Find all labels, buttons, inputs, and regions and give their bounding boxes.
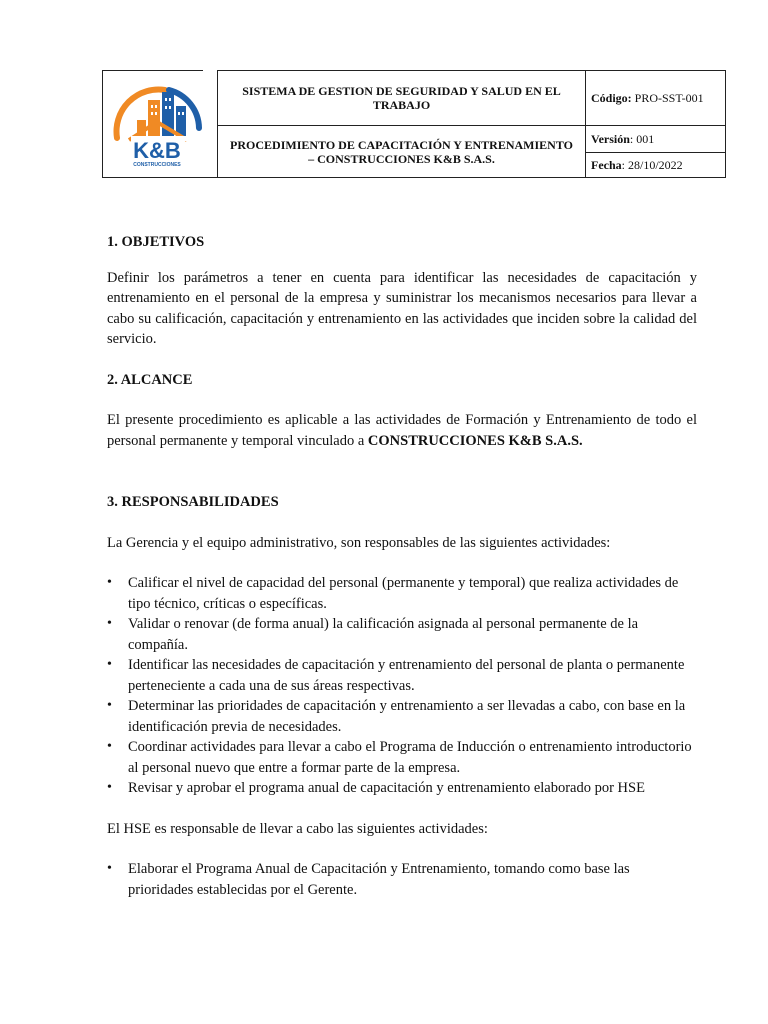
date-label: Fecha (591, 157, 622, 172)
date-value: : 28/10/2022 (621, 157, 683, 172)
objetivos-text: Definir los parámetros a tener en cuenta para identificar las necesidades de capacitación y entrenamiento en el personal de la empresa y suministrar los mecanismos necesarios para llevar a cabo su calificación, capacitación y entrenamiento en las actividades que inciden sobre la calidad del servicio. (107, 269, 697, 347)
bullet-icon: • (107, 861, 112, 876)
list-item (107, 778, 697, 799)
bullet-icon: • (107, 616, 112, 631)
list-item-text: Revisar y aprobar el programa anual de capacitación y entrenamiento elaborado por HSE (128, 780, 645, 796)
responsabilidades-intro-gerencia: La Gerencia y el equipo administrativo, son responsables de las siguientes actividades: (107, 534, 611, 551)
alcance-text-body: El presente procedimiento es aplicable a las actividades de Formación y Entrenamiento de todo el personal permanente y temporal vinculado a (107, 412, 701, 449)
alcance-text (107, 410, 701, 451)
company-logo (107, 76, 207, 174)
document-header (102, 70, 726, 178)
alcance-company: CONSTRUCCIONES K&B S.A.S. (367, 432, 583, 449)
code-label: Código: (591, 90, 632, 105)
list-item-text: Identificar las necesidades de capacitación y entrenamiento del personal de planta o permanente perteneciente a cada una de sus áreas respectivas. (128, 657, 685, 694)
list-item-text: Calificar el nivel de capacidad del personal (permanente y temporal) que realiza actividades de tipo técnico, críticas o específicas. (128, 575, 679, 612)
logo-text: K&B (133, 138, 181, 163)
hse-activities-list (107, 859, 697, 900)
list-item (107, 696, 697, 737)
logo-subtext: CONSTRUCCIONES (133, 162, 181, 168)
document-body (107, 230, 701, 900)
code-cell (585, 70, 726, 126)
responsabilidades-intro-hse: El HSE es responsable de llevar a cabo las siguientes actividades: (107, 820, 488, 837)
bullet-icon: • (107, 698, 112, 713)
bullet-icon: • (107, 575, 112, 590)
bullet-icon: • (107, 739, 112, 754)
list-item (107, 655, 697, 696)
list-item-text: Elaborar el Programa Anual de Capacitación y Entrenamiento, tomando como base las prioridades establecidas por el Gerente. (128, 861, 630, 898)
section-heading-objetivos: 1. OBJETIVOS (107, 234, 205, 250)
bullet-icon: • (107, 657, 112, 672)
logo-cell (102, 70, 218, 178)
procedure-title: PROCEDIMIENTO DE CAPACITACIÓN Y ENTRENAMIENTO – CONSTRUCCIONES K&B S.A.S. (217, 125, 586, 178)
gerencia-activities-list (107, 573, 697, 799)
list-item (107, 573, 697, 614)
section-heading-responsabilidades: 3. RESPONSABILIDADES (107, 494, 279, 510)
version-value: : 001 (629, 131, 655, 146)
list-item-text: Determinar las prioridades de capacitación y entrenamiento a ser llevadas a cabo, con base en la identificación previa de necesidades. (128, 698, 686, 735)
list-item (107, 737, 697, 778)
list-item (107, 859, 697, 900)
list-item-text: Validar o renovar (de forma anual) la calificación asignada al personal permanente de la compañía. (128, 616, 639, 653)
section-heading-alcance: 2. ALCANCE (107, 371, 193, 388)
version-cell (585, 125, 726, 153)
date-cell (585, 152, 726, 178)
list-item (107, 614, 697, 655)
version-label: Versión (591, 131, 630, 146)
code-value: PRO-SST-001 (631, 90, 704, 105)
list-item-text: Coordinar actividades para llevar a cabo el Programa de Inducción o entrenamiento introductorio al personal nuevo que entre a formar parte de la empresa. (128, 739, 692, 776)
system-title: SISTEMA DE GESTION DE SEGURIDAD Y SALUD EN EL TRABAJO (217, 70, 586, 126)
bullet-icon: • (107, 780, 112, 795)
